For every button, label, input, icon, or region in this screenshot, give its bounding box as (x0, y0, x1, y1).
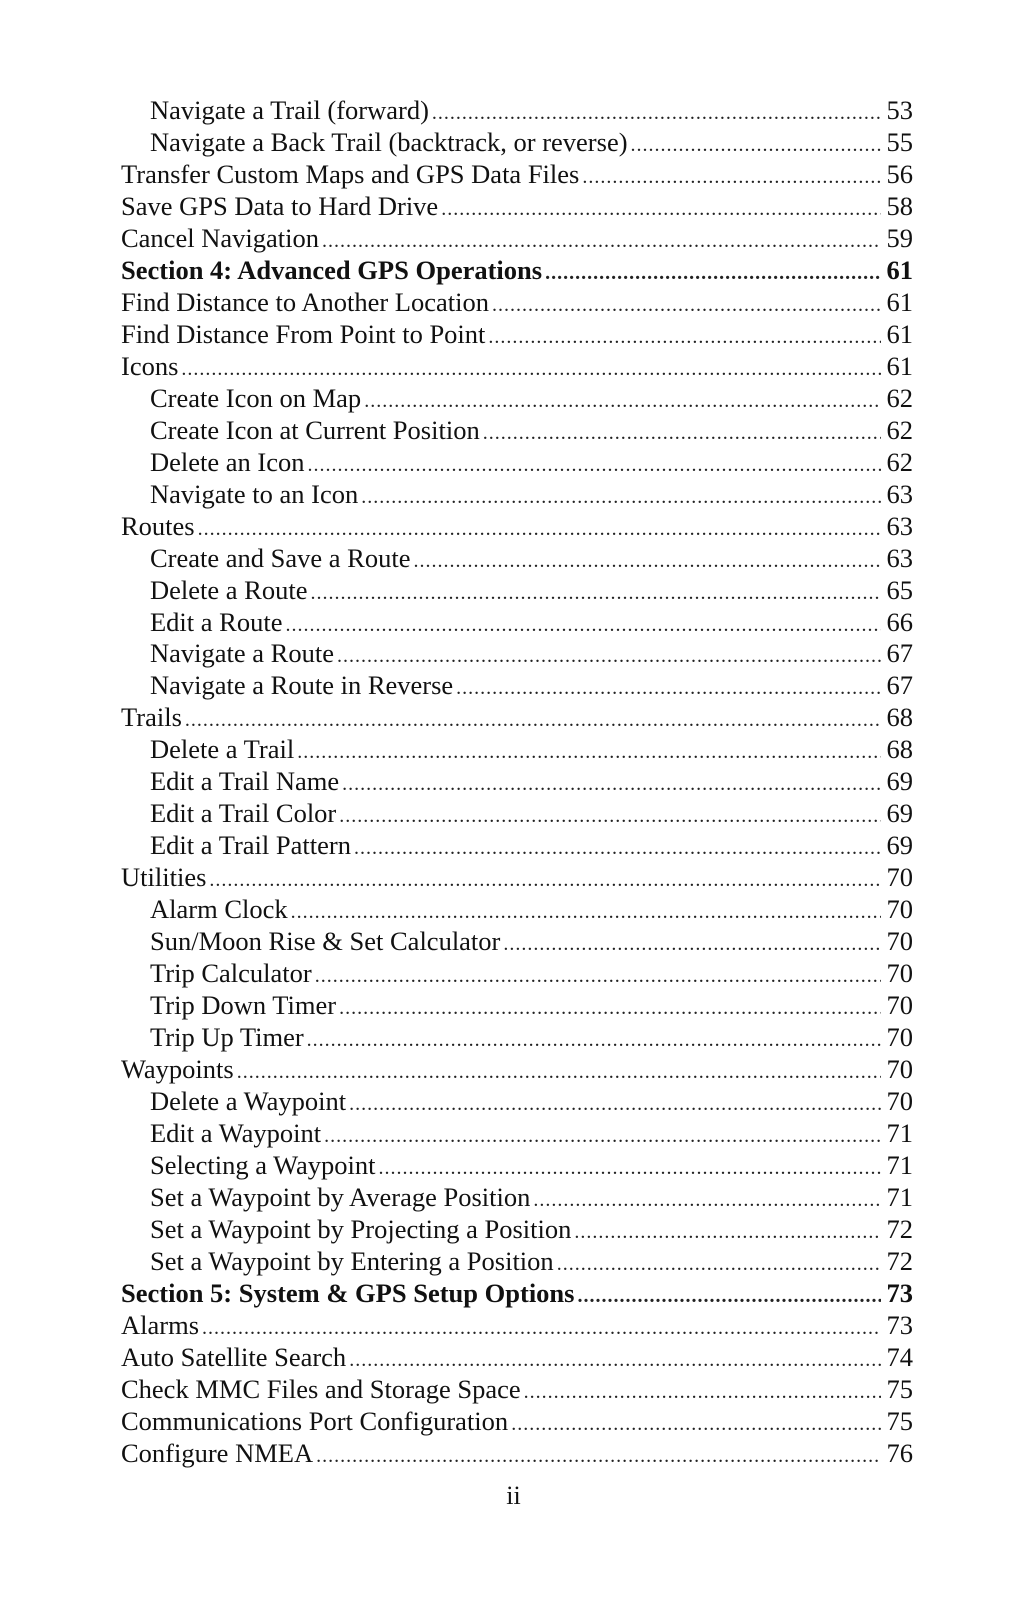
toc-entry (121, 447, 913, 479)
toc-entry-page: 61 (886, 318, 913, 349)
dot-leader (237, 1057, 881, 1089)
toc-entry-page: 72 (886, 1213, 913, 1244)
toc-entry-page: 62 (886, 414, 913, 445)
toc-entry-page: 63 (886, 542, 913, 573)
toc-entry-title: Trip Calculator (150, 958, 312, 989)
toc-entry-page: 71 (886, 1118, 913, 1148)
toc-entry-title: Alarm Clock (150, 894, 288, 925)
toc-entry-page: 70 (886, 894, 913, 925)
toc-entry (121, 894, 913, 926)
toc-entry (121, 1150, 913, 1182)
toc-entry-title: Routes (121, 510, 195, 541)
toc-entry (121, 1342, 913, 1374)
toc-entry-title: Configure NMEA (121, 1437, 314, 1468)
toc-entry-title: Transfer Custom Maps and GPS Data Files (121, 158, 580, 189)
toc-entry-title: Edit a Trail Pattern (150, 830, 351, 861)
page-number: ii (506, 1481, 521, 1510)
dot-leader (291, 897, 881, 929)
dot-leader (503, 929, 881, 961)
toc-entry-page: 63 (886, 510, 913, 541)
toc-section-heading (121, 1278, 913, 1310)
toc-entry-title: Cancel Navigation (121, 222, 319, 253)
toc-entry (121, 319, 913, 351)
dot-leader (310, 578, 881, 610)
toc-entry-title: Navigate a Trail (forward) (150, 95, 429, 125)
toc-entry (121, 670, 913, 702)
toc-entry (121, 159, 913, 191)
toc-entry-title: Alarms (121, 1309, 200, 1340)
toc-entry-page: 62 (886, 446, 913, 477)
toc-entry (121, 415, 913, 447)
toc-entry-title: Section 5: System & GPS Setup Options (121, 1277, 575, 1308)
dot-leader (483, 418, 881, 450)
toc-entry (121, 862, 913, 894)
toc-entry (121, 1182, 913, 1214)
dot-leader (285, 610, 881, 642)
toc-entry-page: 62 (886, 382, 913, 413)
toc-entry (121, 1438, 913, 1470)
dot-leader (297, 737, 881, 769)
table-of-contents (121, 95, 913, 1470)
toc-entry-title: Trip Down Timer (150, 990, 337, 1021)
toc-entry-page: 70 (886, 1086, 913, 1117)
toc-entry-title: Icons (121, 350, 179, 381)
toc-entry-title: Delete a Route (150, 574, 308, 605)
toc-entry-title: Trails (121, 702, 182, 733)
toc-entry-title: Check MMC Files and Storage Space (121, 1373, 521, 1404)
dot-leader (202, 1313, 881, 1345)
toc-entry-page: 66 (886, 606, 913, 637)
toc-entry-page: 75 (886, 1373, 913, 1404)
toc-entry (121, 702, 913, 734)
toc-entry (121, 607, 913, 639)
dot-leader (349, 1345, 881, 1377)
toc-entry-title: Sun/Moon Rise & Set Calculator (150, 926, 501, 957)
dot-leader (631, 130, 881, 162)
toc-entry (121, 351, 913, 383)
dot-leader (339, 993, 881, 1025)
toc-entry-page: 53 (886, 95, 913, 125)
toc-entry-page: 71 (886, 1181, 913, 1212)
toc-entry-title: Navigate a Back Trail (backtrack, or reverse) (150, 126, 628, 157)
toc-entry (121, 383, 913, 415)
toc-entry-page: 70 (886, 862, 913, 893)
toc-entry-page: 70 (886, 958, 913, 989)
dot-leader (492, 290, 881, 322)
toc-entry-page: 70 (886, 1022, 913, 1053)
toc-entry-title: Waypoints (121, 1054, 234, 1085)
dot-leader (361, 482, 881, 514)
toc-entry (121, 830, 913, 862)
toc-entry-page: 56 (886, 158, 913, 189)
toc-entry-title: Navigate to an Icon (150, 478, 359, 509)
toc-entry (121, 1246, 913, 1278)
toc-entry (121, 479, 913, 511)
toc-entry (121, 575, 913, 607)
toc-entry-page: 69 (886, 830, 913, 861)
dot-leader (308, 450, 882, 482)
toc-entry-title: Delete a Trail (150, 734, 295, 765)
dot-leader (441, 194, 881, 226)
toc-entry-page: 74 (886, 1341, 913, 1372)
toc-entry (121, 223, 913, 255)
toc-entry-page: 69 (886, 798, 913, 829)
toc-entry (121, 511, 913, 543)
dot-leader (511, 1409, 881, 1441)
dot-leader (364, 386, 881, 418)
toc-entry-title: Navigate a Route in Reverse (150, 670, 454, 701)
toc-entry (121, 1022, 913, 1054)
toc-entry-title: Section 4: Advanced GPS Operations (121, 254, 543, 285)
toc-entry-title: Set a Waypoint by Average Position (150, 1181, 531, 1212)
toc-entry (121, 638, 913, 670)
toc-entry (121, 1054, 913, 1086)
dot-leader (574, 1217, 881, 1249)
dot-leader (315, 961, 881, 993)
dot-leader (324, 1121, 881, 1153)
dot-leader (185, 705, 881, 737)
toc-entry-title: Find Distance to Another Location (121, 286, 489, 317)
toc-entry (121, 191, 913, 223)
toc-entry-title: Navigate a Route (150, 638, 334, 669)
toc-entry (121, 287, 913, 319)
toc-entry (121, 1214, 913, 1246)
toc-entry (121, 766, 913, 798)
toc-entry (121, 127, 913, 159)
dot-leader (456, 673, 881, 705)
toc-entry-title: Edit a Waypoint (150, 1118, 322, 1148)
toc-entry (121, 1310, 913, 1342)
dot-leader (181, 354, 881, 386)
toc-entry-page: 76 (886, 1437, 913, 1468)
toc-entry-title: Create Icon at Current Position (150, 414, 480, 445)
dot-leader (337, 641, 881, 673)
dot-leader (316, 1441, 881, 1473)
toc-entry-page: 63 (886, 478, 913, 509)
toc-entry-page: 73 (886, 1277, 913, 1308)
toc-entry-title: Trip Up Timer (150, 1022, 304, 1053)
toc-entry-title: Edit a Trail Name (150, 766, 340, 797)
toc-entry (121, 95, 913, 127)
toc-entry-title: Create and Save a Route (150, 542, 411, 573)
toc-entry (121, 958, 913, 990)
toc-entry-title: Find Distance From Point to Point (121, 318, 486, 349)
toc-entry (121, 734, 913, 766)
toc-entry (121, 990, 913, 1022)
toc-entry-page: 67 (886, 670, 913, 701)
dot-leader (379, 1153, 881, 1185)
toc-entry-title: Utilities (121, 862, 207, 893)
toc-entry (121, 1406, 913, 1438)
dot-leader (582, 162, 881, 194)
dot-leader (413, 546, 881, 578)
dot-leader (342, 769, 881, 801)
dot-leader (488, 322, 881, 354)
toc-entry-page: 58 (886, 190, 913, 221)
toc-section-heading (121, 255, 913, 287)
toc-entry-title: Edit a Route (150, 606, 283, 637)
dot-leader (577, 1281, 881, 1313)
toc-entry-page: 70 (886, 990, 913, 1021)
dot-leader (209, 865, 881, 897)
toc-entry (121, 926, 913, 958)
dot-leader (349, 1089, 881, 1121)
toc-entry-page: 70 (886, 926, 913, 957)
toc-entry-page: 70 (886, 1054, 913, 1085)
toc-entry-page: 73 (886, 1309, 913, 1340)
toc-entry-page: 61 (886, 350, 913, 381)
dot-leader (524, 1377, 881, 1409)
toc-entry-title: Set a Waypoint by Projecting a Position (150, 1213, 572, 1244)
toc-entry-title: Edit a Trail Color (150, 798, 337, 829)
toc-entry-title: Communications Port Configuration (121, 1405, 509, 1436)
toc-entry-title: Auto Satellite Search (121, 1341, 347, 1372)
dot-leader (432, 98, 881, 130)
toc-entry-page: 71 (886, 1149, 913, 1180)
toc-entry-page: 61 (886, 254, 913, 285)
toc-entry-title: Create Icon on Map (150, 382, 362, 413)
dot-leader (322, 226, 881, 258)
toc-entry-page: 59 (886, 222, 913, 253)
toc-entry (121, 1086, 913, 1118)
dot-leader (557, 1249, 881, 1281)
toc-entry-title: Selecting a Waypoint (150, 1149, 376, 1180)
dot-leader (307, 1025, 881, 1057)
toc-entry-title: Delete a Waypoint (150, 1086, 347, 1117)
toc-entry-page: 65 (886, 574, 913, 605)
toc-entry-page: 75 (886, 1405, 913, 1436)
dot-leader (339, 801, 881, 833)
toc-entry-page: 67 (886, 638, 913, 669)
toc-entry-title: Delete an Icon (150, 446, 305, 477)
toc-entry-page: 72 (886, 1245, 913, 1276)
toc-entry (121, 1118, 913, 1150)
dot-leader (533, 1185, 881, 1217)
toc-entry (121, 798, 913, 830)
toc-entry-page: 61 (886, 286, 913, 317)
toc-entry-title: Save GPS Data to Hard Drive (121, 190, 439, 221)
toc-entry-page: 69 (886, 766, 913, 797)
toc-entry-title: Set a Waypoint by Entering a Position (150, 1245, 554, 1276)
toc-entry-page: 68 (886, 734, 913, 765)
toc-entry-page: 68 (886, 702, 913, 733)
toc-entry (121, 1374, 913, 1406)
dot-leader (198, 514, 881, 546)
dot-leader (354, 833, 881, 865)
toc-entry-page: 55 (886, 126, 913, 157)
dot-leader (545, 258, 881, 290)
toc-entry (121, 543, 913, 575)
